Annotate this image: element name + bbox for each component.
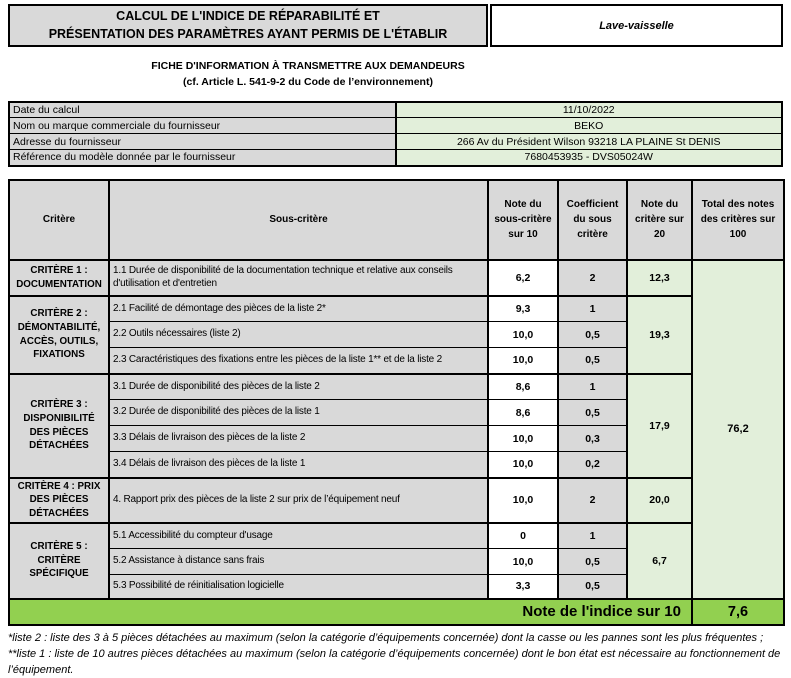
criterion-score-value: 19,3 bbox=[627, 296, 692, 374]
final-index-row bbox=[9, 599, 784, 625]
info-value: 266 Av du Président Wilson 93218 LA PLAINE St DENIS bbox=[396, 134, 783, 150]
sub-score-value: 3,3 bbox=[488, 575, 558, 599]
criterion-label: CRITÈRE 4 : PRIX DES PIÈCES DÉTACHÉES bbox=[9, 478, 109, 523]
footnotes bbox=[8, 631, 787, 678]
coefficient-value: 1 bbox=[558, 523, 627, 549]
column-header-coefficient: Coefficient du sous critère bbox=[558, 180, 627, 260]
info-value: 7680453935 - DVS05024W bbox=[396, 150, 783, 166]
coefficient-value: 0,2 bbox=[558, 452, 627, 478]
criterion-score-value: 20,0 bbox=[627, 478, 692, 523]
sub-criterion-label: 2.2 Outils nécessaires (liste 2) bbox=[109, 322, 488, 348]
subtitle-line2: (cf. Article L. 541-9-2 du Code de l’environnement) bbox=[183, 76, 433, 89]
coefficient-value: 0,5 bbox=[558, 575, 627, 599]
sub-score-value: 10,0 bbox=[488, 452, 558, 478]
info-label: Référence du modèle donnée par le fournisseur bbox=[9, 150, 396, 166]
info-row-reference bbox=[9, 150, 782, 166]
table-row bbox=[9, 523, 784, 549]
coefficient-value: 1 bbox=[558, 374, 627, 400]
criteria-table-header-row bbox=[9, 180, 784, 260]
sub-criterion-label: 5.3 Possibilité de réinitialisation logicielle bbox=[109, 575, 488, 599]
column-header-total: Total des notes des critères sur 100 bbox=[692, 180, 784, 260]
info-label: Nom ou marque commerciale du fournisseur bbox=[9, 118, 396, 134]
info-row-date bbox=[9, 102, 782, 118]
coefficient-value: 2 bbox=[558, 260, 627, 296]
criterion-label: CRITÈRE 1 : DOCUMENTATION bbox=[9, 260, 109, 296]
sub-score-value: 10,0 bbox=[488, 348, 558, 374]
sub-criterion-label: 5.1 Accessibilité du compteur d'usage bbox=[109, 523, 488, 549]
column-header-note-sous: Note du sous-critère sur 10 bbox=[488, 180, 558, 260]
sub-criterion-label: 5.2 Assistance à distance sans frais bbox=[109, 549, 488, 575]
sub-score-value: 0 bbox=[488, 523, 558, 549]
table-row bbox=[9, 478, 784, 523]
document-header bbox=[8, 4, 783, 47]
sub-score-value: 10,0 bbox=[488, 549, 558, 575]
sub-criterion-label: 4. Rapport prix des pièces de la liste 2 sur prix de l’équipement neuf bbox=[109, 478, 488, 523]
table-row bbox=[9, 296, 784, 322]
info-label: Adresse du fournisseur bbox=[9, 134, 396, 150]
criterion-score-value: 17,9 bbox=[627, 374, 692, 478]
document-title bbox=[8, 4, 488, 47]
coefficient-value: 0,5 bbox=[558, 549, 627, 575]
sub-criterion-label: 3.2 Durée de disponibilité des pièces de la liste 1 bbox=[109, 400, 488, 426]
supplier-info-table bbox=[8, 101, 783, 167]
sub-score-value: 9,3 bbox=[488, 296, 558, 322]
sub-criterion-label: 2.1 Facilité de démontage des pièces de la liste 2* bbox=[109, 296, 488, 322]
sub-score-value: 8,6 bbox=[488, 400, 558, 426]
info-row-brand bbox=[9, 118, 782, 134]
sub-score-value: 10,0 bbox=[488, 322, 558, 348]
sub-score-value: 8,6 bbox=[488, 374, 558, 400]
info-value: BEKO bbox=[396, 118, 783, 134]
criterion-label: CRITÈRE 2 : DÉMONTABILITÉ, ACCÈS, OUTILS, FIXATIONS bbox=[9, 296, 109, 374]
document-subtitle bbox=[8, 58, 608, 91]
table-row bbox=[9, 260, 784, 296]
info-row-address bbox=[9, 134, 782, 150]
total-score-value: 76,2 bbox=[692, 260, 784, 599]
sub-criterion-label: 1.1 Durée de disponibilité de la documentation technique et relative aux conseils d'utilisation et d'entretien bbox=[109, 260, 488, 296]
footnote-liste-2: *liste 2 : liste des 3 à 5 pièces détachées au maximum (selon la catégorie d’équipements concernée) dont la casse ou les pannes sont les plus fréquentes ; bbox=[8, 631, 764, 644]
footnote-liste-1: **liste 1 : liste de 10 autres pièces détachées au maximum (selon la catégorie d’équipements concernée) dont le bon état est nécessaire au fonctionnement de l’équipement. bbox=[8, 647, 781, 676]
document-title-line2: PRÉSENTATION DES PARAMÈTRES AYANT PERMIS DE L'ÉTABLIR bbox=[48, 26, 448, 41]
criterion-score-value: 12,3 bbox=[627, 260, 692, 296]
coefficient-value: 2 bbox=[558, 478, 627, 523]
sub-criterion-label: 2.3 Caractéristiques des fixations entre les pièces de la liste 1** et de la liste 2 bbox=[109, 348, 488, 374]
coefficient-value: 0,5 bbox=[558, 348, 627, 374]
column-header-sous-critere: Sous-critère bbox=[109, 180, 488, 260]
final-index-label: Note de l'indice sur 10 bbox=[9, 599, 692, 625]
sub-score-value: 10,0 bbox=[488, 478, 558, 523]
info-label: Date du calcul bbox=[9, 102, 396, 118]
product-category-label: Lave-vaisselle bbox=[599, 19, 674, 32]
coefficient-value: 0,3 bbox=[558, 426, 627, 452]
sub-score-value: 10,0 bbox=[488, 426, 558, 452]
sub-criterion-label: 3.3 Délais de livraison des pièces de la liste 2 bbox=[109, 426, 488, 452]
criterion-label: CRITÈRE 5 : CRITÈRE SPÉCIFIQUE bbox=[9, 523, 109, 599]
document-title-line1: CALCUL DE L'INDICE DE RÉPARABILITÉ ET bbox=[116, 9, 380, 23]
coefficient-value: 1 bbox=[558, 296, 627, 322]
column-header-note-20: Note du critère sur 20 bbox=[627, 180, 692, 260]
table-row bbox=[9, 374, 784, 400]
subtitle-line1: FICHE D'INFORMATION À TRANSMETTRE AUX DEMANDEURS bbox=[151, 60, 465, 72]
sub-score-value: 6,2 bbox=[488, 260, 558, 296]
criterion-label: CRITÈRE 3 : DISPONIBILITÉ DES PIÈCES DÉTACHÉES bbox=[9, 374, 109, 478]
info-value: 11/10/2022 bbox=[396, 102, 783, 118]
sub-criterion-label: 3.1 Durée de disponibilité des pièces de la liste 2 bbox=[109, 374, 488, 400]
coefficient-value: 0,5 bbox=[558, 400, 627, 426]
criterion-score-value: 6,7 bbox=[627, 523, 692, 599]
column-header-critere: Critère bbox=[9, 180, 109, 260]
product-category-box bbox=[490, 4, 783, 47]
sub-criterion-label: 3.4 Délais de livraison des pièces de la liste 1 bbox=[109, 452, 488, 478]
criteria-table bbox=[8, 179, 785, 626]
coefficient-value: 0,5 bbox=[558, 322, 627, 348]
final-index-value: 7,6 bbox=[692, 599, 784, 625]
